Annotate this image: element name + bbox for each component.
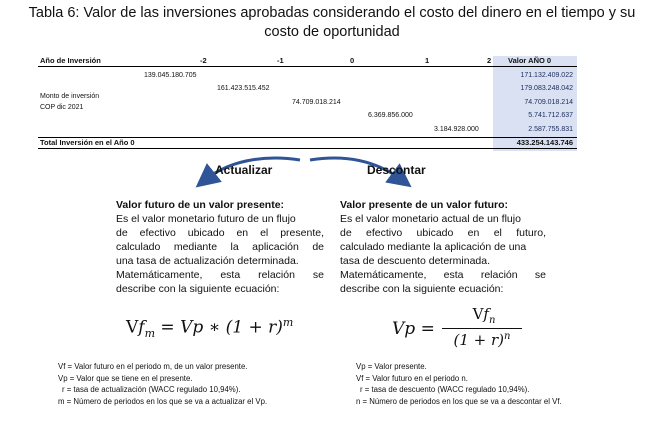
total-row — [38, 137, 577, 149]
value-year0-row1: 171.132.409.022 — [520, 72, 573, 79]
header-year-m2: -2 — [200, 56, 207, 65]
fv-line-1: Es el valor monetario futuro de un flujo — [116, 213, 296, 225]
pv-legend-1: Vp = Valor presente. — [356, 362, 427, 371]
pv-legend-3: r = tasa de descuento (WACC regulado 10,94%). — [360, 385, 530, 394]
header-value-year0: Valor AÑO 0 — [508, 56, 552, 65]
value-year0-row2: 179.083.248.042 — [520, 85, 573, 92]
header-year-label: Año de Inversión — [40, 56, 101, 65]
header-year-0: 0 — [350, 56, 355, 65]
title-line-2: costo de oportunidad — [264, 24, 400, 40]
fv-line-3: calculado mediante la aplicación de — [116, 241, 324, 253]
actualizar-label: Actualizar — [215, 163, 273, 177]
pv-line-1: Es el valor monetario actual de un flujo — [340, 213, 521, 225]
table-header — [38, 56, 577, 67]
amount-year-m2: 139.045.180.705 — [144, 72, 197, 79]
present-value-heading: Valor presente de un valor futuro: — [340, 199, 509, 211]
future-value-text — [116, 198, 324, 296]
present-value-legend — [356, 361, 656, 407]
amount-year-0: 74.709.018.214 — [292, 99, 341, 106]
future-value-heading: Valor futuro de un valor presente: — [116, 199, 285, 211]
fv-line-6: describe con la siguiente ecuación: — [116, 283, 280, 295]
amount-year-2: 3.184.928.000 — [434, 126, 479, 133]
row-label-line2: COP dic 2021 — [40, 104, 84, 111]
pv-line-2: de efectivo ubicado en el futuro, — [340, 227, 546, 239]
present-value-equation: Vp = $Vf_n$ $(1 + r)^n$ — [392, 305, 572, 353]
pv-legend-2: Vf = Valor futuro en el periodo n. — [356, 373, 468, 383]
fv-line-5: Matemáticamente, esta relación se — [116, 269, 324, 281]
header-year-1: 1 — [425, 56, 430, 65]
fv-legend-3: r = tasa de actualización (WACC regulado 10,94%). — [62, 385, 241, 394]
pv-line-6: describe con la siguiente ecuación: — [340, 283, 504, 295]
descontar-label: Descontar — [367, 163, 426, 177]
pv-line-3: calculado mediante la aplicación de una — [340, 241, 527, 253]
pv-legend-4: n = Número de periodos en los que se va a descontar el Vf. — [356, 396, 562, 406]
value-year0-row3: 74.709.018.214 — [524, 99, 573, 106]
header-year-2: 2 — [487, 56, 492, 65]
value-year0-row5: 2.587.755.831 — [528, 126, 573, 133]
title-line-1: Tabla 6: Valor de las inversiones aprobadas considerando el costo del dinero en el tiempo y su — [28, 5, 636, 21]
value-year0-row4: 5.741.712.637 — [528, 112, 573, 119]
fv-legend-4: m = Número de periodos en los que se va a actualizar el Vp. — [58, 396, 268, 406]
fv-legend-2: Vp = Valor que se tiene en el presente. — [58, 373, 193, 383]
amount-year-m1: 161.423.515.452 — [217, 85, 270, 92]
fv-line-2: de efectivo ubicado en el presente, — [116, 227, 324, 239]
total-label: Total Inversión en el Año 0 — [40, 138, 135, 147]
pv-line-5: Matemáticamente, esta relación se — [340, 269, 546, 281]
header-year-m1: -1 — [277, 56, 284, 65]
present-value-text — [340, 198, 546, 296]
investment-table — [38, 56, 577, 151]
pv-line-4: tasa de descuento determinada. — [340, 255, 491, 267]
row-label-line1: Monto de inversión — [40, 93, 100, 100]
fv-line-4: una tasa de actualización determinada. — [116, 255, 299, 267]
fv-legend-1: Vf = Valor futuro en el periodo m, de un valor presente. — [58, 362, 248, 371]
total-value: 433.254.143.746 — [516, 138, 573, 147]
future-value-legend — [58, 361, 348, 407]
amount-year-1: 6.369.856.000 — [368, 112, 413, 119]
future-value-equation: $Vf_m = Vp$ ∗ $(1 + r)^m$ — [126, 316, 294, 341]
table-title — [0, 4, 664, 42]
